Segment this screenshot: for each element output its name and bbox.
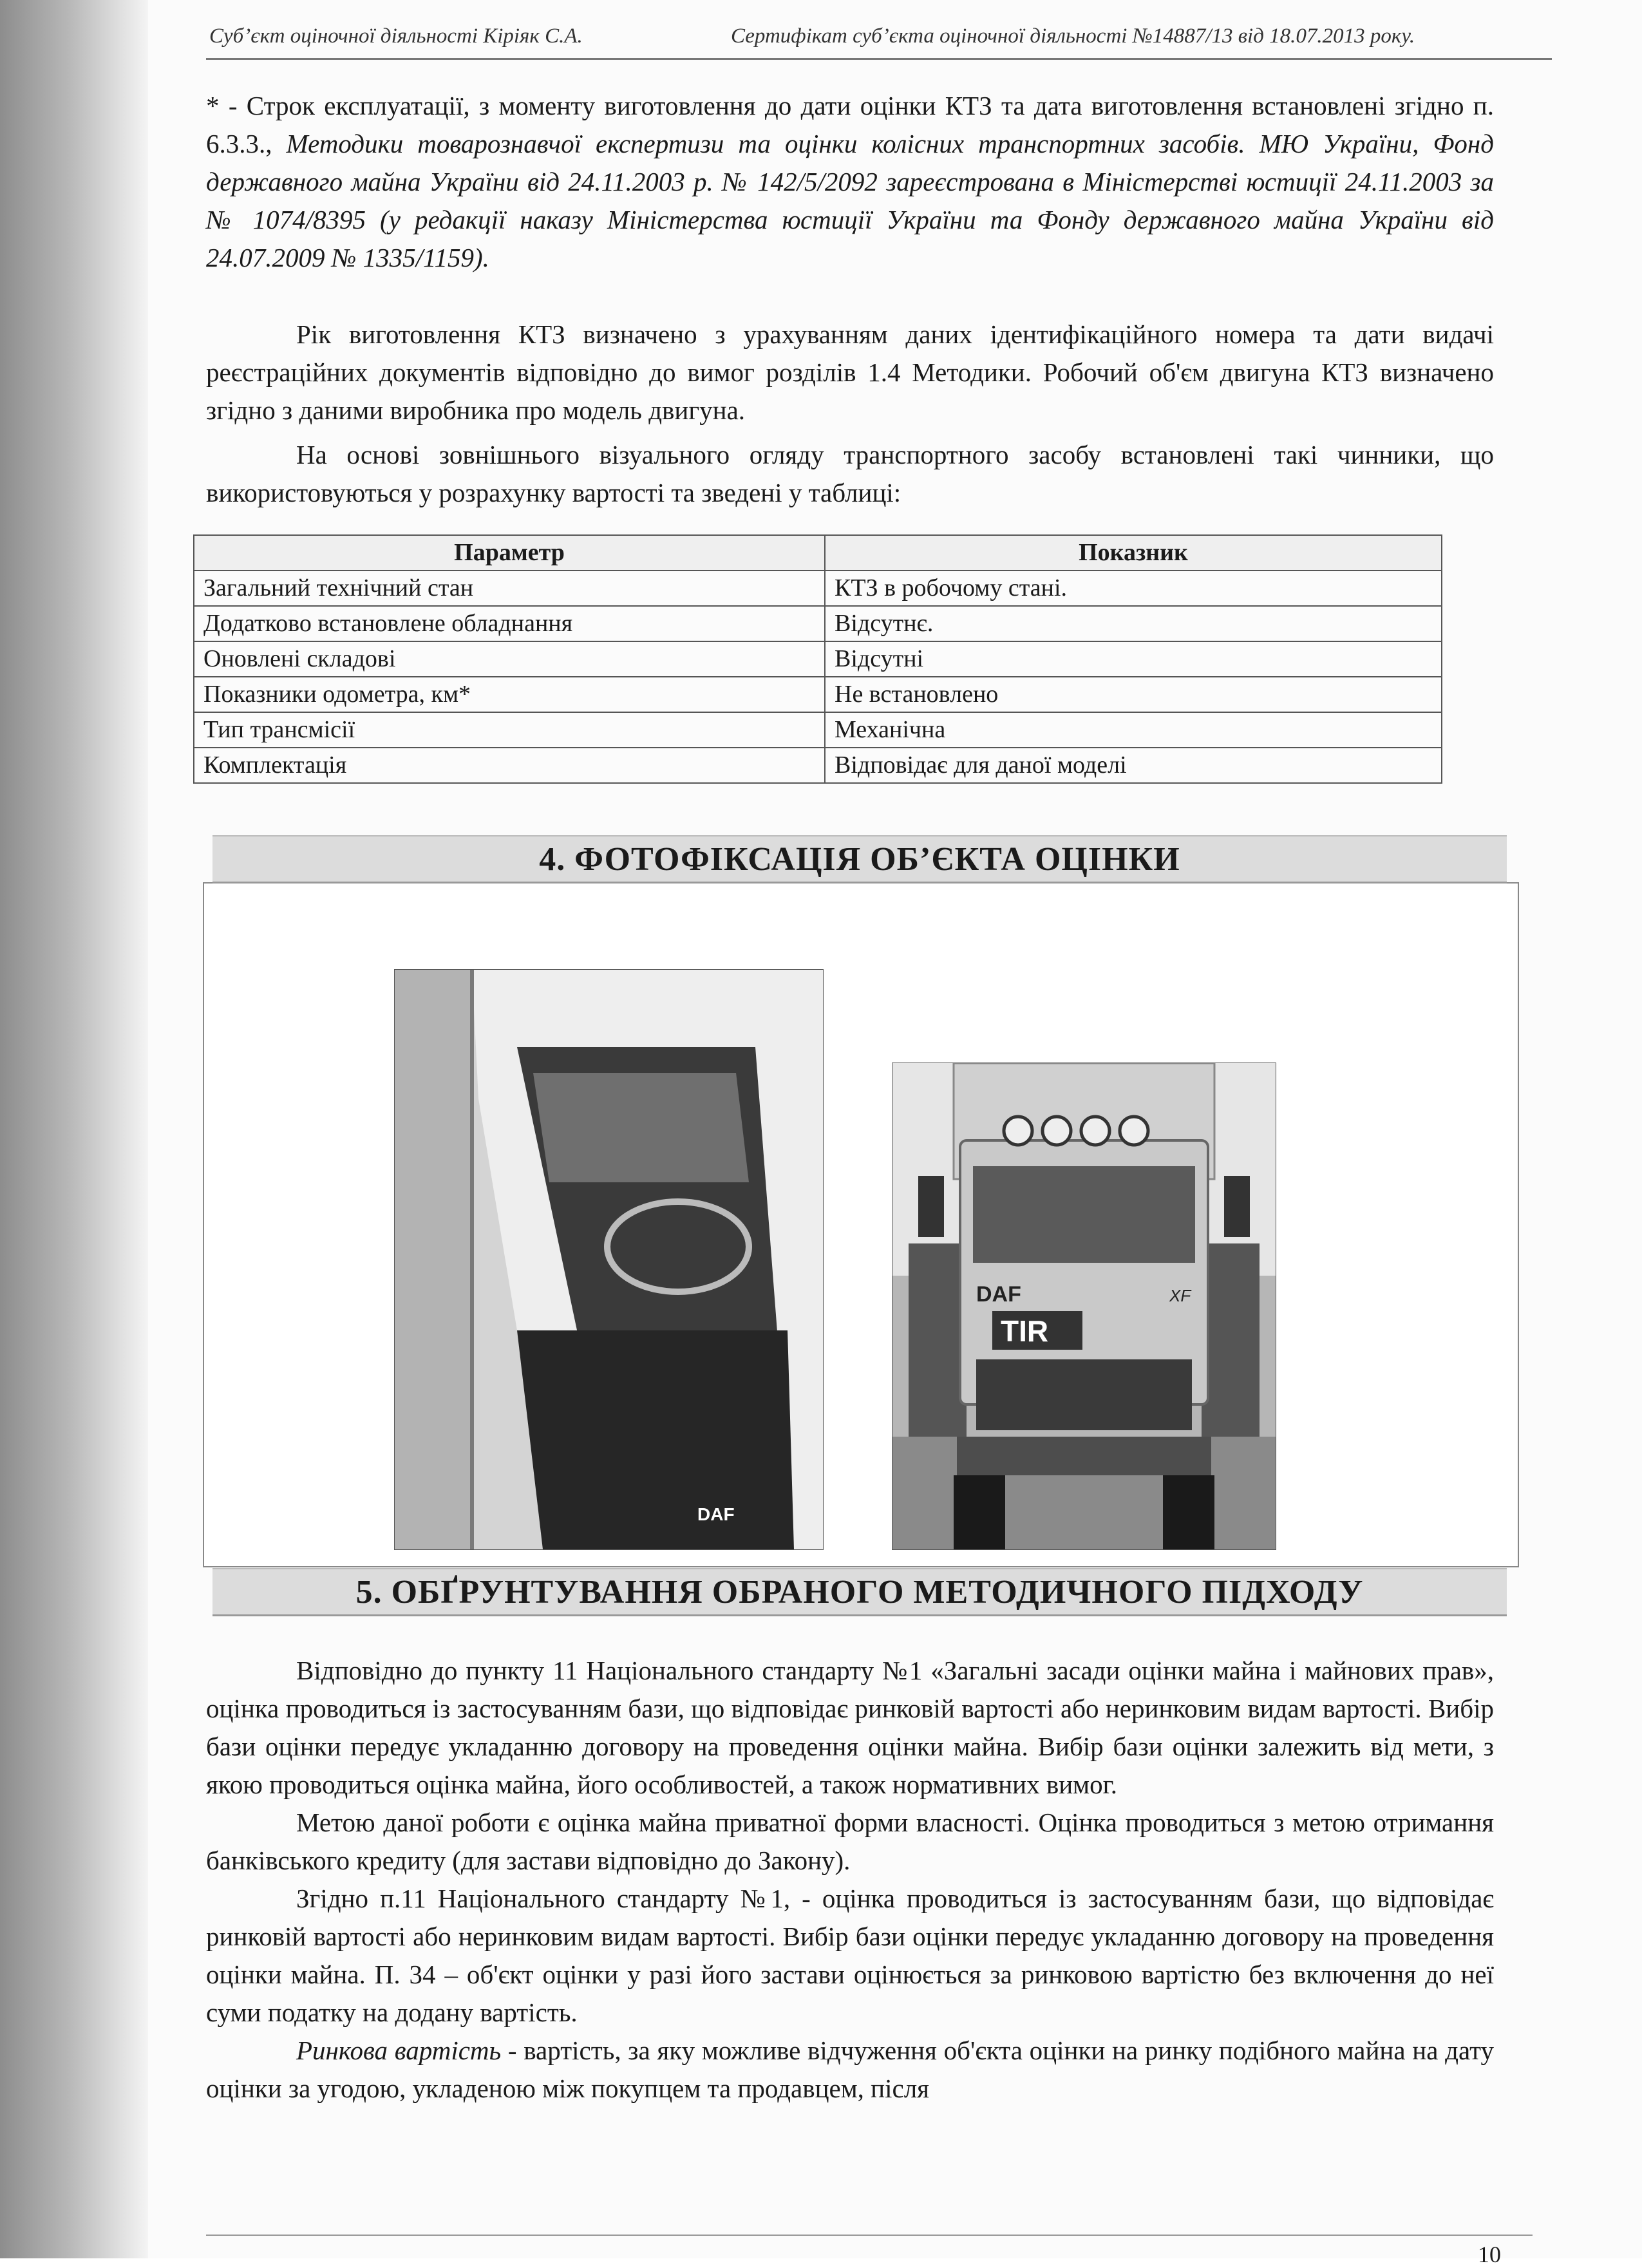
intro-paragraphs bbox=[206, 316, 1494, 512]
header-divider bbox=[206, 58, 1552, 60]
paragraph-market-value-definition bbox=[206, 2032, 1494, 2108]
paragraph-year-of-manufacture: Рік виготовлення КТЗ визначено з урахуванням даних ідентифікаційного номера та дати видачі реєстраційних документів відповідно до вимог розділів 1.4 Методики. Робочий об'єм двигуна КТЗ визначено згідно з даними виробника про модель двигуна. bbox=[206, 319, 1494, 425]
term-market-value: Ринкова вартість bbox=[296, 2036, 502, 2065]
cab-badge-text: DAF bbox=[697, 1504, 735, 1524]
paragraph-visual-inspection: На основі зовнішнього візуального огляду транспортного засобу встановлені такі чинники, що використовуються у розрахунку вартості та зведені у таблиці: bbox=[206, 440, 1494, 507]
truck-brand-text: DAF bbox=[976, 1282, 1021, 1307]
footer-divider bbox=[206, 2235, 1533, 2236]
table-row bbox=[194, 748, 1442, 783]
table-row bbox=[194, 641, 1442, 677]
footnote-prefix: * - Строк експлуатації, з моменту виготовлення до дати оцінки КТЗ та дата виготовлення встановлені згідно п. 6.3.3., bbox=[206, 91, 1494, 158]
section-5-title: 5. ОБҐРУНТУВАННЯ ОБРАНОГО МЕТОДИЧНОГО ПІДХОДУ bbox=[212, 1568, 1507, 1616]
table-cell-parameter: Комплектація bbox=[194, 748, 825, 783]
table-cell-parameter: Оновлені складові bbox=[194, 641, 825, 677]
footnote-citation: Методики товарознавчої експертизи та оцінки колісних транспортних засобів. МЮ України, Фонд державного майна України від 24.11.2003 р. № 142/5/2092 зареєстрована в Міністерстві юстиції 24.11.2003 за № 1074/8395 (у редакції наказу Міністерства юстиції України та Фонду державного майна України від 24.07.2009 № 1335/1159). bbox=[206, 129, 1494, 272]
table-cell-indicator: Не встановлено bbox=[825, 677, 1442, 712]
parameters-table bbox=[193, 534, 1442, 784]
table-cell-parameter: Показники одометра, км* bbox=[194, 677, 825, 712]
table-cell-parameter: Додатково встановлене обладнання bbox=[194, 606, 825, 641]
market-value-definition-text: - вартість, за яку можливе відчуження об'єкта оцінки на ринку подібного майна на дату оцінки за угодою, укладеною між покупцем та продавцем, після bbox=[206, 2036, 1494, 2103]
photo-open-cab-door bbox=[394, 969, 824, 1550]
table-row bbox=[194, 606, 1442, 641]
header-certificate: Сертифікат суб’єкта оціночної діяльності №14887/13 від 18.07.2013 року. bbox=[731, 24, 1415, 48]
table-cell-indicator: Відсутнє. bbox=[825, 606, 1442, 641]
table-row bbox=[194, 712, 1442, 748]
table-cell-indicator: Відповідає для даної моделі bbox=[825, 748, 1442, 783]
paragraph-purpose: Метою даної роботи є оцінка майна приватної форми власності. Оцінка проводиться з метою отримання банківського кредиту (для застави відповідно до Закону). bbox=[206, 1808, 1494, 1875]
photo-truck-front bbox=[892, 1063, 1276, 1550]
section-4-title: 4. ФОТОФІКСАЦІЯ ОБ’ЄКТА ОЦІНКИ bbox=[212, 835, 1507, 884]
paragraph-standard-basis: Відповідно до пункту 11 Національного стандарту №1 «Загальні засади оцінки майна і майнових прав», оцінка проводиться із застосуванням бази, що відповідає ринковій вартості або неринковим видам вартості. Вибір бази оцінки передує укладанню договору на проведення оцінки майна. Вибір бази оцінки залежить від мети, з якою проводиться оцінка майна, його особливостей, а також нормативних вимог. bbox=[206, 1656, 1494, 1799]
table-row bbox=[194, 571, 1442, 606]
table-cell-parameter: Загальний технічний стан bbox=[194, 571, 825, 606]
table-row bbox=[194, 677, 1442, 712]
table-cell-indicator: Відсутні bbox=[825, 641, 1442, 677]
table-cell-parameter: Тип трансмісії bbox=[194, 712, 825, 748]
table-header-parameter: Параметр bbox=[194, 535, 825, 571]
table-header-row bbox=[194, 535, 1442, 571]
paragraph-standard-clause-34: Згідно п.11 Національного стандарту №1, - оцінка проводиться із застосуванням бази, що відповідає ринковій вартості або неринковим видам вартості. Вибір бази оцінки передує укладанню договору на проведення оцінки майна. П. 34 – об'єкт оцінки у разі його застави оцінюється за ринковою вартістю без включення до неї суми податку на додану вартість. bbox=[206, 1884, 1494, 2027]
table-header-indicator: Показник bbox=[825, 535, 1442, 571]
header-appraiser: Суб’єкт оціночної діяльності Кіріяк С.А. bbox=[209, 24, 583, 48]
footnote-block bbox=[206, 87, 1494, 277]
table-cell-indicator: КТЗ в робочому стані. bbox=[825, 571, 1442, 606]
truck-model-text: XF bbox=[1169, 1286, 1191, 1305]
body-paragraphs bbox=[206, 1652, 1494, 2108]
scan-page-edge-shadow bbox=[0, 0, 148, 2258]
truck-plate-text: TIR bbox=[1001, 1314, 1049, 1348]
page-number: 10 bbox=[1478, 2242, 1501, 2267]
table-cell-indicator: Механічна bbox=[825, 712, 1442, 748]
